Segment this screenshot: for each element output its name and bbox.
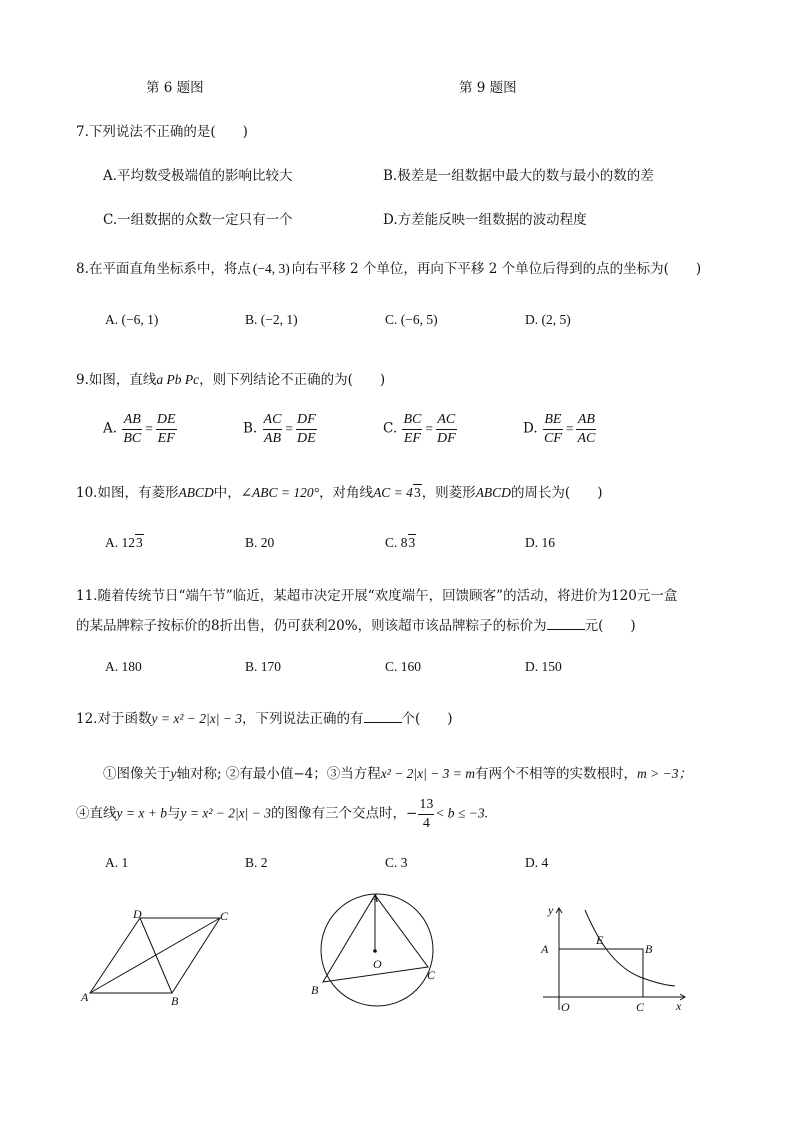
denominator: DF: [436, 430, 456, 446]
statement-4-line: y = x + b: [116, 805, 167, 821]
statement-4a: ④直线: [76, 805, 117, 822]
q8-prefix: 8.在平面直角坐标系中，将点: [76, 261, 251, 277]
denominator: 4: [422, 815, 430, 831]
q10-shape: ABCD: [178, 485, 214, 500]
q10-option-d: D. 16: [525, 535, 555, 550]
center-o-label: O: [373, 957, 382, 971]
q7-option-c: C.一组数据的众数一定只有一个: [103, 212, 293, 228]
rectangle-outline: [559, 949, 643, 997]
numerator: AC: [436, 411, 457, 430]
statement-1-var: y: [170, 766, 177, 781]
option-label: A.: [103, 420, 118, 437]
statement-3b: 有两个不相等的实数根时，: [475, 766, 638, 782]
q10-angle: ∠ABC = 120°: [240, 485, 320, 500]
q8-option-d: D. (2, 5): [525, 312, 571, 327]
q11-option-d: D. 150: [525, 659, 562, 674]
fraction: [418, 796, 434, 832]
numerator: BC: [402, 411, 422, 430]
q11-line-2: [76, 614, 636, 634]
q11-line-1: 11.随着传统节日“端午节”临近，某超市决定开展“欢度端午，回馈顾客”的活动，将进价为120元一盒: [76, 588, 678, 604]
q12-option-d: D. 4: [525, 855, 549, 870]
q8-stem: [76, 257, 701, 277]
figure-6-caption: 第 6 题图: [146, 80, 204, 96]
denominator: DE: [297, 430, 316, 446]
q8-option-b: B. (−2, 1): [245, 312, 298, 327]
q12-option-a: A. 1: [105, 855, 129, 870]
q11-line2b: 元( ): [584, 618, 636, 634]
answer-blank: [364, 710, 402, 723]
x-axis-label: x: [676, 999, 682, 1013]
numerator: 13: [418, 796, 434, 815]
figure-9-caption: 第 9 题图: [459, 80, 517, 96]
q12-statements-line-2: [76, 796, 488, 832]
statement-3-equation: x² − 2|x| − 3 = m: [380, 766, 476, 781]
answer-blank: [547, 617, 585, 630]
q9-suffix: ，则下列结论不正确的为( ): [199, 372, 386, 388]
diagonal-ac: [90, 918, 220, 993]
option-label: D.: [523, 420, 538, 437]
q9-option-c: C. $\frac{BC}{EF}$ = $\frac{AC}{DF}$: [383, 412, 456, 446]
q10-stem: [76, 481, 602, 501]
q12-stem: [76, 707, 453, 727]
statement-4-range: < b ≤ −3.: [435, 805, 488, 821]
origin-label: O: [561, 1000, 570, 1014]
numerator: BE: [543, 411, 563, 430]
numerator: AB: [576, 411, 596, 430]
q7-option-a: A.平均数受极端值的影响比较大: [103, 168, 293, 184]
denominator: BC: [123, 430, 142, 446]
vertex-d-label: D: [133, 907, 142, 921]
statement-1c: 轴对称; ②有最小值−4；③当方程: [176, 766, 381, 782]
q10-option-c: [385, 535, 416, 551]
q10-diagonal: AC = 4: [373, 485, 413, 500]
point-e-label: E: [596, 933, 604, 947]
q9-lines: a Pb Pc: [156, 372, 200, 387]
q9-prefix: 9.如图，直线: [76, 372, 157, 388]
q10-mid2: ，对角线: [319, 485, 374, 501]
rhombus-figure: [80, 905, 240, 1010]
statement-4-function: y = x² − 2|x| − 3: [180, 805, 271, 821]
q9-option-b: B. $\frac{AC}{AB}$ = $\frac{DF}{DE}$: [243, 412, 316, 446]
numerator: DF: [296, 411, 317, 430]
denominator: CF: [543, 430, 562, 446]
numerator: AC: [263, 411, 283, 430]
q8-option-a: A. (−6, 1): [105, 312, 159, 327]
vertex-c-label: C: [427, 968, 436, 982]
q12-function: y = x² − 2|x| − 3: [151, 711, 243, 726]
y-axis-label: y: [548, 903, 554, 917]
option-text: C. 8: [385, 535, 408, 550]
q12-prefix: 12.对于函数: [76, 711, 152, 727]
q12-mid: ，下列说法正确的有: [242, 711, 364, 727]
q11-option-b: B. 170: [245, 659, 282, 674]
q10-option-b: B. 20: [245, 535, 275, 550]
statement-4c: 与: [166, 805, 181, 822]
vertex-a-label: A: [81, 990, 89, 1004]
q10-mid1: 中，: [213, 485, 241, 501]
q8-option-c: C. (−6, 5): [385, 312, 438, 327]
q10-end: 的周长为( ): [510, 485, 603, 501]
vertex-b-label: B: [171, 994, 179, 1008]
q7-option-b: B.极差是一组数据中最大的数与最小的数的差: [383, 168, 654, 184]
q10-diagonal-radicand: 3: [413, 485, 421, 500]
q12-option-c: C. 3: [385, 855, 408, 870]
numerator: DE: [156, 411, 177, 430]
denominator: AB: [263, 430, 282, 446]
q11-option-c: C. 160: [385, 659, 422, 674]
circle-figure: [305, 887, 445, 1007]
q10-suffix: ，则菱形: [421, 485, 476, 501]
q10-shape2: ABCD: [475, 485, 511, 500]
statement-1a: ①图像关于: [103, 766, 171, 782]
vertex-b-label: B: [311, 983, 319, 997]
graph-figure: [535, 898, 695, 1016]
center-point: [373, 949, 377, 953]
q8-point: (−4, 3): [252, 261, 290, 276]
denominator: EF: [157, 430, 175, 446]
radicand: 3: [136, 535, 143, 550]
radicand: 3: [408, 535, 416, 550]
q8-rest: 向右平移 2 个单位，再向下平移 2 个单位后得到的点的坐标为( ): [291, 261, 702, 277]
vertex-a-label: A: [371, 891, 379, 905]
q7-stem: 7.下列说法不正确的是( ): [76, 124, 248, 140]
q12-end: 个( ): [401, 711, 453, 727]
option-label: B.: [243, 420, 258, 437]
q12-option-b: B. 2: [245, 855, 268, 870]
point-b-label: B: [645, 942, 653, 956]
vertex-c-label: C: [220, 909, 229, 923]
option-text: A. 12: [105, 535, 135, 550]
q10-prefix: 10.如图，有菱形: [76, 485, 179, 501]
q9-option-a: A. $\frac{AB}{BC}$ = $\frac{DE}{EF}$: [103, 412, 176, 446]
q11-line2a: 的某品牌粽子按标价的8折出售，仍可获利20%，则该超市该品牌粽子的标价为: [76, 618, 547, 634]
q10-option-a: [105, 535, 144, 551]
option-label: C.: [383, 420, 398, 437]
denominator: AC: [577, 430, 596, 446]
point-c-label: C: [636, 1000, 645, 1014]
q11-option-a: A. 180: [105, 659, 142, 674]
hyperbola-curve: [585, 910, 675, 986]
q9-option-d: D. $\frac{BE}{CF}$ = $\frac{AB}{AC}$: [523, 412, 596, 446]
denominator: EF: [403, 430, 421, 446]
statement-3-condition: m > −3；: [637, 766, 693, 781]
point-a-label: A: [541, 942, 549, 956]
statement-4e: 的图像有三个交点时，−: [271, 805, 418, 822]
circumcircle: [321, 894, 433, 1006]
q9-stem: [76, 368, 385, 388]
diagonal-bd: [140, 918, 172, 993]
numerator: AB: [122, 411, 142, 430]
q7-option-d: D.方差能反映一组数据的波动程度: [383, 212, 587, 228]
q12-statements-line-1: [103, 762, 692, 782]
